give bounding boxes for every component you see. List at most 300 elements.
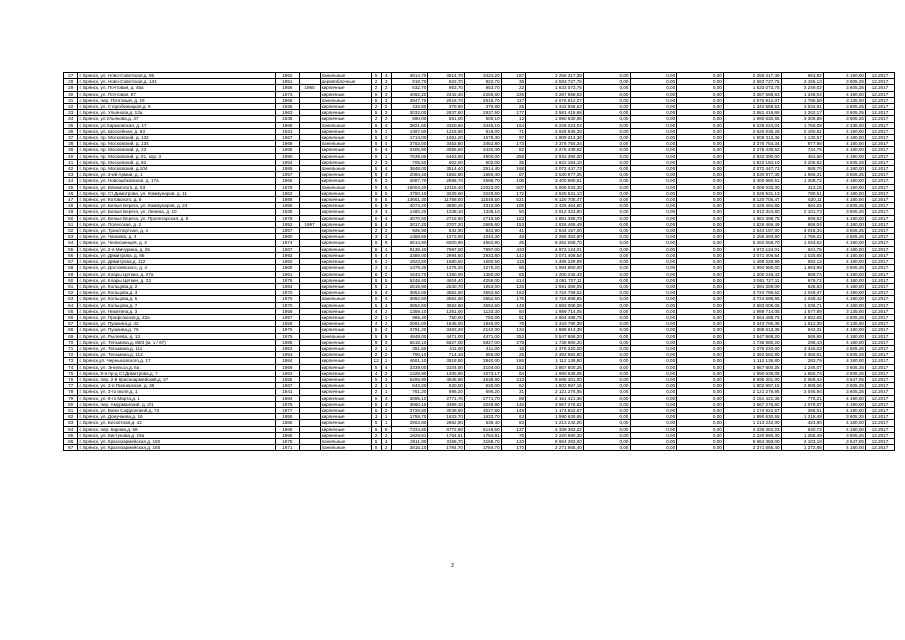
floors-cell: 2 [371,314,381,320]
local-cost-cell: 0,00 [677,438,724,444]
entrances-cell: 2 [381,116,391,122]
local-cost-cell: 0,00 [677,314,724,320]
residential-area-cell: 3452,80 [464,141,501,147]
cost-per-sqm-cell: 776,21 [781,395,823,401]
total-cost-cell: 1 738 980,20 [526,339,584,345]
living-area-cell: 1862,80 [428,172,465,178]
residential-area-cell: 3552,60 [464,302,501,308]
region-cost-cell: 0,00 [630,345,677,351]
total-area-cell: 3821,60 [391,122,428,128]
total-area-cell: 3070,50 [391,215,428,221]
floors-cell: 5 [371,376,381,382]
address-cell: г. Брянск, ул. Кольцова,д. 3 [78,290,276,296]
residents-cell: 82 [501,147,525,153]
total-cost-cell: 1 802 997,15 [526,383,584,389]
cost-per-sqm-cell: 1 246,07 [781,364,823,370]
max-cost-per-sqm-cell: 3 135,00 [823,308,865,314]
max-cost-per-sqm-cell: 3 605,25 [823,85,865,91]
residents-cell: 187 [501,73,525,79]
total-area-cell: 2061,00 [391,321,428,327]
total-cost-cell: 1 200 246,43 [526,271,584,277]
total-cost-cell: 3 683 008,06 [526,302,584,308]
living-area-cell: 1205,90 [428,370,465,376]
residents-cell: 67 [501,172,525,178]
deadline-cell: 12.2017 [865,178,894,184]
residents-cell: 153 [501,215,525,221]
residential-area-cell: 918,00 [464,128,501,134]
max-cost-per-sqm-cell: 4 180,00 [823,302,865,308]
row-number-cell: 60 [64,277,78,283]
entrances-cell: 1 [381,259,391,265]
entrances-cell: 1 [381,128,391,134]
entrances-cell: 5 [381,203,391,209]
owner-cost-cell: 1 738 980,20 [723,339,781,345]
build-year-cell: 1966 [276,122,299,128]
residential-area-cell: 11549,50 [464,197,501,203]
wall-material-cell: кирпичные [320,383,371,389]
residential-area-cell: 1680,50 [464,259,501,265]
cost-per-sqm-cell: 1 258,49 [781,432,823,438]
residential-area-cell: 4638,90 [464,376,501,382]
floors-cell: 5 [371,364,381,370]
residents-cell: 149 [501,302,525,308]
residential-area-cell: 7997,00 [464,246,501,252]
residents-cell: 117 [501,97,525,103]
fund-cost-cell: 0,00 [583,203,630,209]
region-cost-cell: 0,00 [630,376,677,382]
region-cost-cell: 0,00 [630,110,677,116]
local-cost-cell: 0,00 [677,383,724,389]
local-cost-cell: 0,00 [677,432,724,438]
living-area-cell: 1680,50 [428,259,465,265]
owner-cost-cell: 1 922 184,10 [723,159,781,165]
deadline-cell: 12.2017 [865,228,894,234]
cost-per-sqm-cell: 3 249,02 [781,85,823,91]
region-cost-cell: 0,00 [630,283,677,289]
residential-area-cell: 5827,00 [464,339,501,345]
floors-cell: 12 [371,358,381,364]
fund-cost-cell: 0,00 [583,333,630,339]
floors-cell: 5 [371,172,381,178]
residents-cell: 84 [501,308,525,314]
residents-cell: 18 [501,345,525,351]
local-cost-cell: 0,00 [677,345,724,351]
build-year-cell: 1941 [276,389,299,395]
entrances-cell: 4 [381,215,391,221]
region-cost-cell: 0,00 [630,370,677,376]
total-area-cell: 643,20 [391,383,428,389]
total-area-cell: 3848,00 [391,166,428,172]
residents-cell: 89 [501,395,525,401]
owner-cost-cell: 1 213 242,00 [723,420,781,426]
residents-cell: 62 [501,383,525,389]
fund-cost-cell: 0,00 [583,91,630,97]
deadline-cell: 12.2017 [865,327,894,333]
region-cost-cell: 0,00 [630,314,677,320]
max-cost-per-sqm-cell: 3 605,25 [823,172,865,178]
deadline-cell: 12.2017 [865,259,894,265]
total-area-cell: 965,40 [391,314,428,320]
floors-cell: 5 [371,221,381,227]
build-year-cell: 1984 [276,395,299,401]
deadline-cell: 12.2017 [865,73,894,79]
build-year-cell: 1985 [276,420,299,426]
cost-per-sqm-cell: 2 103,18 [781,438,823,444]
total-area-cell: 1397,60 [391,128,428,134]
entrances-cell: 3 [381,110,391,116]
cost-per-sqm-cell: 653,92 [781,73,823,79]
owner-cost-cell: 1 994 950,00 [723,265,781,271]
owner-cost-cell: 2 932 390,00 [723,153,781,159]
address-cell: г. Брянск, ул. Ново-Советская,д. 85 [78,73,276,79]
floors-cell: 5 [371,445,381,451]
local-cost-cell: 0,00 [677,364,724,370]
total-cost-cell: 3 530 977,35 [526,172,584,178]
region-cost-cell: 0,00 [630,333,677,339]
owner-cost-cell: 6 262 058,70 [723,240,781,246]
build-year-cell: 1954 [276,159,299,165]
residential-area-cell: 822,70 [464,79,501,85]
address-cell: г. Брянск, пер. Амурманский, д. 2/1 [78,401,276,407]
total-area-cell: 3729,60 [391,407,428,413]
deadline-cell: 12.2017 [865,290,894,296]
total-cost-cell: 4 972 124,01 [526,246,584,252]
residents-cell: 258 [501,153,525,159]
max-cost-per-sqm-cell: 4 180,00 [823,91,865,97]
fund-cost-cell: 0,00 [583,358,630,364]
fund-cost-cell: 0,00 [583,240,630,246]
row-number-cell: 37 [64,135,78,141]
address-cell: г. Брянск, ул. Бесхетная,д. 42 [78,420,276,426]
living-area-cell: 620,00 [428,383,465,389]
floors-cell: 2 [371,265,381,271]
wall-material-cell: кирпичные [320,153,371,159]
local-cost-cell: 0,00 [677,376,724,382]
residential-area-cell: 2142,00 [464,327,501,333]
max-cost-per-sqm-cell: 4 180,00 [823,271,865,277]
living-area-cell: 2598,70 [428,178,465,184]
residents-cell: 12 [501,116,525,122]
region-cost-cell: 0,00 [630,178,677,184]
wall-material-cell: кирпичные [320,259,371,265]
residential-area-cell: 3424,20 [464,73,501,79]
row-number-cell: 45 [64,184,78,190]
row-number-cell: 74 [64,364,78,370]
deadline-cell: 12.2017 [865,221,894,227]
residential-area-cell: 696,20 [464,389,501,395]
living-area-cell: 5827,00 [428,339,465,345]
residential-area-cell: 750,00 [464,314,501,320]
build-year-cell: 1963 [276,110,299,116]
living-area-cell: 411,00 [428,345,465,351]
total-area-cell: 2887,70 [391,178,428,184]
cost-per-sqm-cell: 1 577,89 [781,308,823,314]
build-year-cell: 1967 [276,383,299,389]
owner-cost-cell: 3 287 568,63 [723,91,781,97]
total-cost-cell: 3 724 698,55 [526,296,584,302]
wall-material-cell: кирпичные [320,159,371,165]
fund-cost-cell: 0,00 [583,420,630,426]
total-area-cell: 2819,90 [391,283,428,289]
address-cell: г. Брянск, ул. Шоссейная, д. 63 [78,128,276,134]
total-cost-cell: 2 151 421,36 [526,395,584,401]
wall-material-cell: кирпичные [320,209,371,215]
floors-cell: 5 [371,91,381,97]
wall-material-cell: кирпичные [320,178,371,184]
deadline-cell: 12.2017 [865,234,894,240]
region-cost-cell: 0,00 [630,339,677,345]
wall-material-cell: деревоблочные [320,79,371,85]
max-cost-per-sqm-cell: 4 180,00 [823,240,865,246]
total-cost-cell: 2 664 488,75 [526,314,584,320]
cost-per-sqm-cell: 1 043,62 [781,240,823,246]
total-cost-cell: 1 499 229,99 [526,259,584,265]
cost-per-sqm-cell: 3 534,91 [781,104,823,110]
address-cell: г. Брянск, пр. Московский, д.104 [78,166,276,172]
fund-cost-cell: 0,00 [583,414,630,420]
floors-cell: 2 [371,345,381,351]
floors-cell: 5 [371,395,381,401]
row-number-cell: 29 [64,85,78,91]
owner-cost-cell: 2 593 727,75 [723,79,781,85]
living-area-cell: 11768,00 [428,197,465,203]
total-area-cell: 690,00 [391,116,428,122]
residential-area-cell: 1660,40 [464,172,501,178]
renovation-year-cell: 1997 [299,221,320,227]
wall-material-cell: кирпичные [320,110,371,116]
deadline-cell: 12.2017 [865,197,894,203]
fund-cost-cell: 0,00 [583,153,630,159]
address-cell: г. Брянск, ул. Кольцова,д. 7 [78,302,276,308]
deadline-cell: 12.2017 [865,432,894,438]
wall-material-cell: кирпичные [320,190,371,196]
build-year-cell: 1931 [276,128,299,134]
deadline-cell: 12.2017 [865,271,894,277]
total-cost-cell: 3 667 276,82 [526,401,584,407]
cost-per-sqm-cell: 1 218,48 [781,414,823,420]
wall-material-cell: кирпичные [320,128,371,134]
entrances-cell: 2 [381,104,391,110]
total-cost-cell: 3 581 416,68 [526,110,584,116]
local-cost-cell: 0,00 [677,277,724,283]
owner-cost-cell: 1 888 613,38 [723,327,781,333]
build-year-cell: 1936 [276,209,299,215]
residents-cell: 31 [501,389,525,395]
living-area-cell: 1273,50 [428,234,465,240]
residential-area-cell: 2685,60 [464,221,501,227]
cost-per-sqm-cell: 621,75 [781,246,823,252]
row-number-cell: 80 [64,401,78,407]
total-cost-cell: 1 888 613,38 [526,327,584,333]
entrances-cell: 1 [381,414,391,420]
address-cell: г. Брянск, ул. Никитина,д. 3 [78,308,276,314]
total-cost-cell: 3 071 409,54 [526,252,584,258]
fund-cost-cell: 0,00 [583,271,630,277]
owner-cost-cell: 3 530 977,35 [723,172,781,178]
address-cell: г. Брянск, ул.Харьковская, д. 17 [78,122,276,128]
region-cost-cell: 0,00 [630,135,677,141]
owner-cost-cell: 1 990 630,55 [723,414,781,420]
fund-cost-cell: 0,00 [583,73,630,79]
fund-cost-cell: 0,00 [583,166,630,172]
owner-cost-cell: 2 258 317,39 [723,73,781,79]
wall-material-cell: кирпичные [320,364,371,370]
fund-cost-cell: 0,00 [583,259,630,265]
address-cell: г. Брянск, ул. Димитрова,д. 112 [78,259,276,265]
fund-cost-cell: 0,00 [583,252,630,258]
total-cost-cell: 2 626 636,28 [526,128,584,134]
region-cost-cell: 0,00 [630,389,677,395]
deadline-cell: 12.2017 [865,85,894,91]
max-cost-per-sqm-cell: 4 180,00 [823,401,865,407]
build-year-cell: 1967 [276,135,299,141]
address-cell: г. Брянск, ул. Челюскинцев, д. 4 [78,240,276,246]
deadline-cell: 12.2017 [865,352,894,358]
total-area-cell: 925,90 [391,228,428,234]
fund-cost-cell: 0,00 [583,308,630,314]
owner-cost-cell: 2 547 868,20 [723,333,781,339]
living-area-cell: 750,00 [428,314,465,320]
deadline-cell: 12.2017 [865,159,894,165]
deadline-cell: 12.2017 [865,172,894,178]
fund-cost-cell: 0,00 [583,401,630,407]
row-number-cell: 56 [64,252,78,258]
build-year-cell: 1970 [276,290,299,296]
floors-cell: 5 [371,426,381,432]
entrances-cell: 1 [381,314,391,320]
total-cost-cell: 2 258 317,39 [526,73,584,79]
region-cost-cell: 0,00 [630,290,677,296]
cost-per-sqm-cell: 977,98 [781,141,823,147]
wall-material-cell: кирпичные [320,277,371,283]
deadline-cell: 12.2017 [865,122,894,128]
cost-per-sqm-cell: 1 895,31 [781,172,823,178]
entrances-cell: 4 [381,327,391,333]
cost-per-sqm-cell: 589,70 [781,166,823,172]
build-year-cell: 1955 [276,376,299,382]
cost-per-sqm-cell: 1 048,47 [781,290,823,296]
region-cost-cell: 0,00 [630,252,677,258]
address-cell: г. Брянск,ул. Черныховского,д. 17 [78,358,276,364]
fund-cost-cell: 0,00 [583,438,630,444]
residents-cell: 137 [501,426,525,432]
max-cost-per-sqm-cell: 3 605,25 [823,234,865,240]
local-cost-cell: 0,00 [677,426,724,432]
residential-area-cell: 1133,30 [464,308,501,314]
living-area-cell: 1338,10 [428,209,465,215]
address-cell: г. Брянск, ул. Профсоюзов,д. 22а [78,314,276,320]
entrances-cell: 3 [381,159,391,165]
build-year-cell: 1960 [276,234,299,240]
max-cost-per-sqm-cell: 3 135,00 [823,321,865,327]
living-area-cell: 6000,90 [428,240,465,246]
local-cost-cell: 0,00 [677,333,724,339]
residents-cell: 26 [501,240,525,246]
fund-cost-cell: 0,00 [583,370,630,376]
floors-cell: 6 [371,271,381,277]
address-cell: г. Брянск, пер. Почтовый, д. 19 [78,97,276,103]
fund-cost-cell: 0,00 [583,141,630,147]
wall-material-cell: кирпичные [320,135,371,141]
cost-per-sqm-cell: 1 130,97 [781,135,823,141]
total-area-cell: 4062,20 [391,91,428,97]
residents-cell: 106 [501,178,525,184]
floors-cell: 2 [371,228,381,234]
total-area-cell: 781,20 [391,389,428,395]
deadline-cell: 12.2017 [865,79,894,85]
row-number-cell: 31 [64,97,78,103]
max-cost-per-sqm-cell: 3 605,25 [823,79,865,85]
local-cost-cell: 0,00 [677,265,724,271]
max-cost-per-sqm-cell: 4 180,00 [823,184,865,190]
living-area-cell: 3514,70 [428,73,465,79]
address-cell: г. Брянск, ул. 3-ий Армии, д. 1 [78,172,276,178]
living-area-cell: 3056,60 [428,147,465,153]
residential-area-cell: 953,70 [464,85,501,91]
row-number-cell: 41 [64,159,78,165]
max-cost-per-sqm-cell: 3 605,25 [823,364,865,370]
deadline-cell: 12.2017 [865,302,894,308]
floors-cell: 5 [371,420,381,426]
living-area-cell: 1380,00 [428,271,465,277]
build-year-cell: 1966 [276,432,299,438]
address-cell: г. Брянск, ул. Почтовая, 87 [78,91,276,97]
cost-per-sqm-cell: 1 766,22 [781,234,823,240]
build-year-cell: 1962 [276,190,299,196]
total-area-cell: 3339,00 [391,364,428,370]
renovation-year-cell: 1985 [299,85,320,91]
deadline-cell: 12.2017 [865,147,894,153]
total-cost-cell: 3 376 754,34 [526,141,584,147]
region-cost-cell: 0,00 [630,395,677,401]
total-cost-cell: 6 262 058,70 [526,240,584,246]
cost-per-sqm-cell: 2 908,06 [781,383,823,389]
residents-cell: 66 [501,265,525,271]
fund-cost-cell: 0,00 [583,407,630,413]
max-cost-per-sqm-cell: 4 180,00 [823,221,865,227]
fund-cost-cell: 0,00 [583,228,630,234]
max-cost-per-sqm-cell: 3 605,25 [823,314,865,320]
deadline-cell: 12.2017 [865,308,894,314]
living-area-cell: 1691,20 [428,135,465,141]
region-cost-cell: 0,00 [630,246,677,252]
owner-cost-cell: 2 072 447,73 [723,166,781,172]
wall-material-cell: кирпичные [320,420,371,426]
floors-cell: 5 [371,141,381,147]
fund-cost-cell: 0,00 [583,389,630,395]
living-area-cell: 2994,50 [428,252,465,258]
total-area-cell: 2963,80 [391,420,428,426]
fund-cost-cell: 0,00 [583,159,630,165]
total-area-cell: 3305,90 [391,147,428,153]
floors-cell: 5 [371,203,381,209]
build-year-cell: 1986 [276,203,299,209]
residential-area-cell: 3168,70 [464,438,501,444]
floors-cell: 5 [371,166,381,172]
max-cost-per-sqm-cell: 4 180,00 [823,395,865,401]
address-cell: г. Брянск, пр. Московский, д. 23 [78,147,276,153]
total-area-cell: 790,10 [391,352,428,358]
total-area-cell: 451,50 [391,345,428,351]
row-number-cell: 76 [64,376,78,382]
fund-cost-cell: 0,00 [583,339,630,345]
living-area-cell: 3552,60 [428,296,465,302]
max-cost-per-sqm-cell: 4 180,00 [823,358,865,364]
wall-material-cell: кирпичные [320,414,371,420]
living-area-cell: 2442,40 [428,91,465,97]
address-cell: г. Брянск, ул. Почтовая, д. 45а [78,85,276,91]
region-cost-cell: 0,00 [630,184,677,190]
